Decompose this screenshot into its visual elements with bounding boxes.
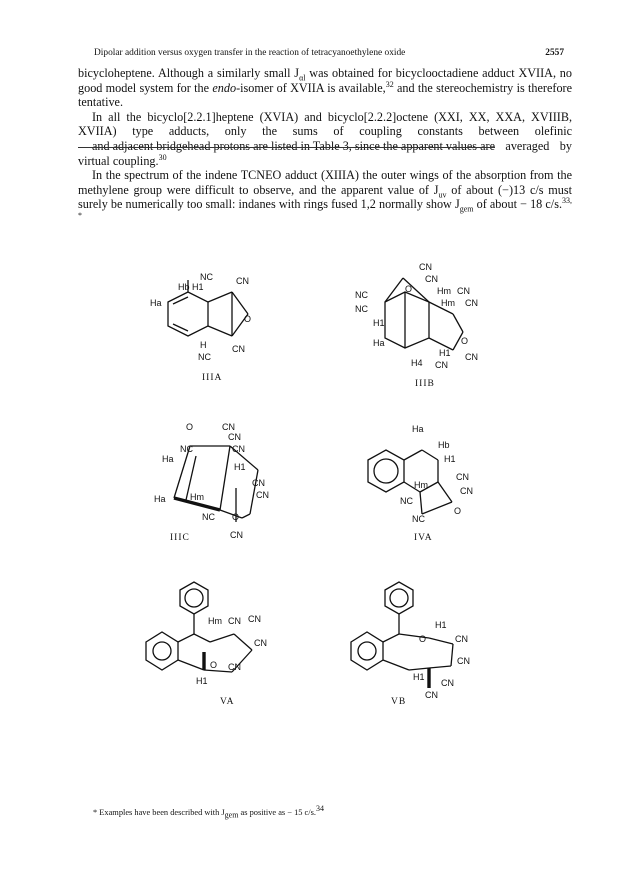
IIIA-label-8: CN	[232, 344, 245, 354]
IIIC-label-1: CN	[222, 422, 235, 432]
IIIC-label-10: Hm	[190, 492, 204, 502]
IVA-label-1: Hb	[438, 440, 450, 450]
IIIC-label-0: O	[186, 422, 194, 432]
paragraph-1	[78, 66, 572, 110]
IIIC-label-7: CN	[252, 478, 265, 488]
IIIB-caption: IIIB	[415, 379, 435, 389]
IIIA-caption: IIIA	[202, 373, 223, 383]
IIIB-label-4: Hm	[437, 286, 451, 296]
IIIB-label-8: NC	[355, 304, 368, 314]
IIIA-label-4: Ha	[150, 298, 162, 308]
VA-label-1: CN	[228, 616, 241, 626]
IVA-label-4: CN	[460, 486, 473, 496]
VA-label-3: CN	[254, 638, 267, 648]
IIIB-label-10: Ha	[373, 338, 385, 348]
IVA-label-2: H1	[444, 454, 456, 464]
structure-IIIC	[140, 418, 300, 558]
page-number: 2557	[545, 48, 564, 58]
p2-reference: 30	[158, 152, 167, 162]
IIIA-label-3: CN	[236, 276, 249, 286]
IVA-label-3: CN	[456, 472, 469, 482]
IIIB-label-2: NC	[355, 290, 368, 300]
IIIA-label-0: NC	[200, 272, 213, 282]
running-title: Dipolar addition versus oxygen transfer in the reaction of tetracyanoethylene oxide	[94, 48, 406, 58]
VB-label-0: H1	[435, 620, 447, 630]
paragraph-2	[78, 110, 572, 168]
structure-IVA	[352, 418, 512, 558]
IVA-label-5: Hm	[414, 480, 428, 490]
footnote-text-b: as positive as − 15 c/s.	[238, 808, 316, 817]
p3-text-c: of about − 18 c/s.	[473, 197, 562, 212]
p1-reference: 32	[385, 79, 394, 89]
IIIC-label-12: O	[232, 512, 240, 522]
IIIC-label-11: NC	[202, 512, 215, 522]
running-header	[94, 48, 564, 64]
p2-text-a: In all the bicyclo[2.2.1]heptene (XVIA) and bicyclo[2.2.2]octene (XXI, XX, XXA, XVIIIB, XVIIA) type adducts, only the sums of coupling constants between olefinic	[78, 109, 572, 139]
p2-struck-line: and adjacent bridgehead protons are listed in Table 3, since the apparent values are	[78, 139, 495, 154]
footnote-subscript: gem	[224, 810, 239, 820]
IIIB-label-3: O	[405, 284, 413, 294]
IIIB-label-15: CN	[435, 360, 448, 370]
IIIC-label-13: CN	[230, 530, 243, 540]
IIIB-label-0: CN	[419, 262, 432, 272]
IIIB-label-6: Hm	[441, 298, 455, 308]
IIIB-label-13: CN	[465, 352, 478, 362]
IIIB-label-12: O	[461, 336, 469, 346]
IVA-label-7: O	[454, 506, 462, 516]
p1-emphasis: endo	[212, 80, 237, 95]
paragraph-3	[78, 168, 572, 226]
IIIC-label-8: CN	[256, 490, 269, 500]
IVA-label-6: NC	[400, 496, 413, 506]
IIIC-label-9: Ha	[154, 494, 166, 504]
IVA-caption: IVA	[414, 533, 433, 543]
p1-subscript: αl	[299, 73, 306, 83]
p3-reference: 33, *	[78, 196, 572, 220]
VB-label-4: H1	[413, 672, 425, 682]
IIIC-label-5: Ha	[162, 454, 174, 464]
structure-IIIA	[140, 270, 290, 390]
p3-subscript-1: uv	[438, 190, 447, 200]
IVA-label-8: NC	[412, 514, 425, 524]
structure-VA	[140, 580, 310, 715]
IIIC-label-2: CN	[228, 432, 241, 442]
IIIA-label-7: NC	[198, 352, 211, 362]
structure-IIIB	[345, 262, 505, 390]
IIIC-label-3: NC	[180, 444, 193, 454]
VA-label-0: Hm	[208, 616, 222, 626]
footnote	[93, 804, 573, 820]
p1-text-c: -isomer of XVIIA is available,	[236, 80, 386, 95]
structure-VB	[345, 580, 515, 715]
IIIC-label-6: H1	[234, 462, 246, 472]
p3-text-b: of about (−)13 c/s must surely be numerically too small: indanes with rings fused 1,2 normally show J	[78, 182, 572, 212]
VA-caption: VA	[220, 697, 235, 707]
footnote-text-a: * Examples have been described with J	[93, 808, 225, 817]
VA-label-5: CN	[228, 662, 241, 672]
IIIB-label-5: CN	[457, 286, 470, 296]
IIIA-label-2: H1	[192, 282, 204, 292]
IVA-label-0: Ha	[412, 424, 424, 434]
VA-label-6: H1	[196, 676, 208, 686]
IIIB-label-14: H4	[411, 358, 423, 368]
VB-label-6: CN	[425, 690, 438, 700]
IIIB-label-7: CN	[465, 298, 478, 308]
IIIB-label-1: CN	[425, 274, 438, 284]
VA-label-4: O	[210, 660, 218, 670]
VB-caption: VB	[391, 697, 407, 707]
VB-label-3: CN	[457, 656, 470, 666]
IIIA-label-5: O	[244, 314, 252, 324]
IIIB-label-9: H1	[373, 318, 385, 328]
IIIA-label-6: H	[200, 340, 207, 350]
IIIA-label-1: Hb	[178, 282, 190, 292]
IIIC-caption: IIIC	[170, 533, 190, 543]
VB-label-2: O	[419, 634, 427, 644]
p3-subscript-2: gem	[459, 204, 474, 214]
body-text	[78, 66, 572, 227]
p1-text-d: and the stereochemistry is therefore tentative.	[78, 80, 573, 110]
IIIC-label-4: CN	[232, 444, 245, 454]
p1-text-b: was obtained for bicyclooctadiene adduct XVIIA, no good model system for the	[78, 66, 572, 95]
p3-text-a: In the spectrum of the indene TCNEO adduct (XIIIA) the outer wings of the absorption from the methylene group were difficult to observe, and the apparent value of J	[78, 168, 572, 197]
p2-text-c: averaged by virtual coupling.	[78, 138, 572, 168]
VB-label-1: CN	[455, 634, 468, 644]
p1-text-a: bicycloheptene. Although a similarly small J	[78, 66, 300, 80]
VA-label-2: CN	[248, 614, 261, 624]
IIIB-label-11: H1	[439, 348, 451, 358]
footnote-reference: 34	[315, 804, 324, 814]
VB-label-5: CN	[441, 678, 454, 688]
